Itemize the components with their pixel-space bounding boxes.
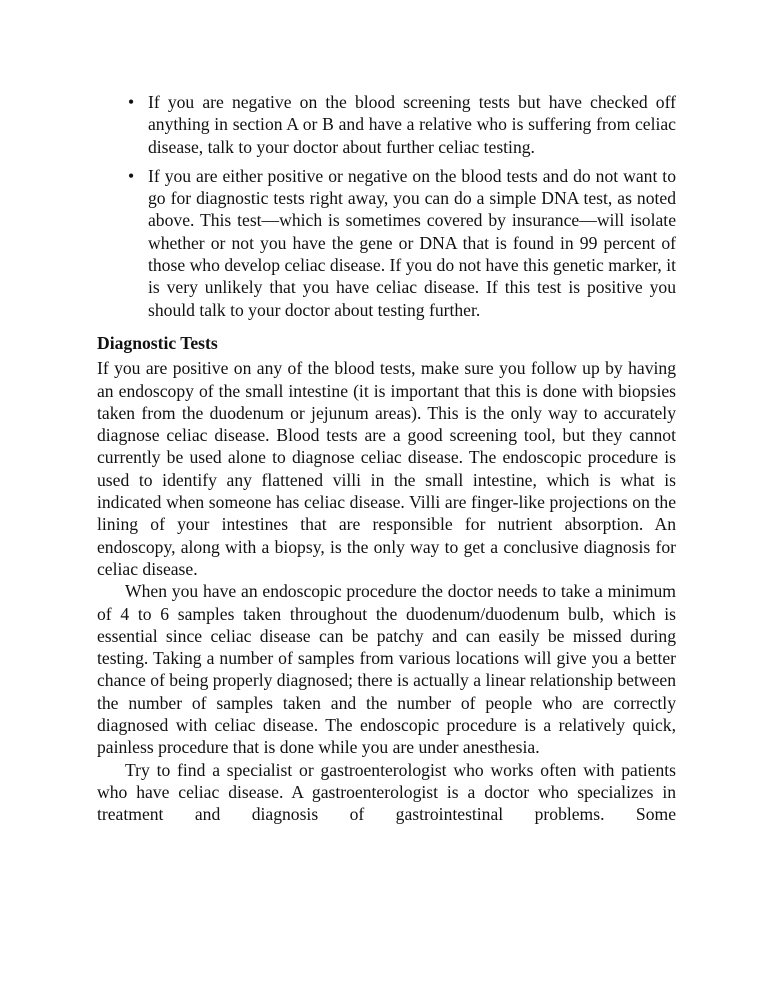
section-heading: Diagnostic Tests [97,332,218,353]
bullet-item [97,91,676,158]
bullet-text: If you are either positive or negative on the blood tests and do not want to go for diagnostic tests right away, you can do a simple DNA test, as noted above. This test—which is sometimes covered by insurance—will isolate whether or not you have the gene or DNA that is found in 99 percent of those who develop celiac disease. If you do not have this genetic marker, it is very unlikely that you have celiac disease. If this test is positive you should talk to your doctor about testing further. [148,165,676,320]
bullet-icon: • [128,165,135,186]
body-paragraph: When you have an endoscopic procedure the doctor needs to take a minimum of 4 to 6 samples taken throughout the duodenum/duodenum bulb, which is essential since celiac disease can be patchy and can easily be missed during testing. Taking a number of samples from various locations will give you a better chance of being properly diagnosed; there is actually a linear relationship between the number of samples taken and the number of people who are correctly diagnosed with celiac disease. The endoscopic procedure is a relatively quick, painless procedure that is done while you are under anesthesia. [97,581,676,758]
bullet-item [97,165,676,321]
body-paragraph: If you are positive on any of the blood tests, make sure you follow up by having an endoscopy of the small intestine (it is important that this is done with biopsies taken from the duodenum or jejunum areas). This is the only way to accurately diagnose celiac disease. Blood tests are a good screening tool, but they cannot currently be used alone to diagnose celiac disease. The endoscopic procedure is used to identify any flattened villi in the small intestine, which is what is indicated when someone has celiac disease. Villi are finger-like projections on the lining of your intestines that are responsible for nutrient absorption. An endoscopy, along with a biopsy, is the only way to get a conclusive diagnosis for celiac disease. [97,358,676,579]
document-page [97,91,676,826]
bullet-text: If you are negative on the blood screening tests but have checked off anything in section A or B and have a relative who is suffering from celiac disease, talk to your doctor about further celiac testing. [148,92,676,157]
bullet-list [97,91,676,321]
body-paragraph: Try to find a specialist or gastroenterologist who works often with patients who have celiac disease. A gastroenterologist is a doctor who specializes in treatment and diagnosis of gastrointestinal problems. Some [97,759,676,825]
bullet-icon: • [128,92,135,112]
